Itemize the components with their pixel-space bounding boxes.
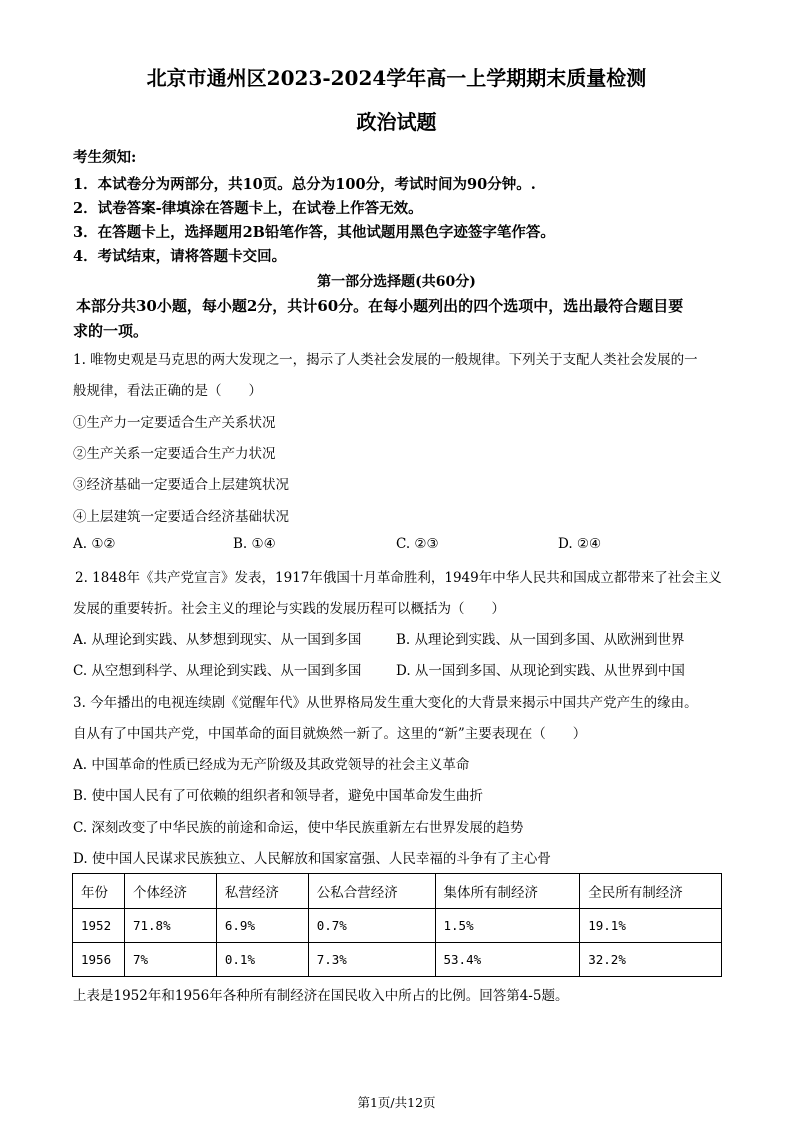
table-header-cell: 全民所有制经济 xyxy=(580,874,722,909)
section-intro-line2: 求的一项。 xyxy=(73,322,149,340)
notice-heading: 考生须知: xyxy=(73,149,137,166)
q1-option-d: D. ②④ xyxy=(558,536,602,552)
q1-option-a: A. ①② xyxy=(73,536,116,552)
table-header-cell: 公私合营经济 xyxy=(308,874,435,909)
table-cell: 1.5% xyxy=(435,909,580,943)
q1-stem-line2: 般规律，看法正确的是（ ） xyxy=(73,383,262,399)
notice-item: 4．考试结束，请将答题卡交回。 xyxy=(73,248,287,265)
q1-item: ②生产关系一定要适合生产力状况 xyxy=(73,446,276,462)
table-cell: 0.1% xyxy=(216,943,308,977)
table-cell: 32.2% xyxy=(580,943,722,977)
table-cell: 6.9% xyxy=(216,909,308,943)
q3-stem-line2: 自从有了中国共产党，中国革命的面目就焕然一新了。这里的“新”主要表现在（ ） xyxy=(73,726,587,742)
table-row xyxy=(73,943,722,977)
q1-option-b: B. ①④ xyxy=(233,536,276,552)
section-intro-line1: 本部分共30小题，每小题2分，共计60分。在每小题列出的四个选项中，选出最符合题目要 xyxy=(76,297,684,315)
notice-item: 2．试卷答案-律填涂在答题卡上，在试卷上作答无效。 xyxy=(73,200,423,217)
q1-stem-line1: 1. 唯物史观是马克思的两大发现之一，揭示了人类社会发展的一般规律。下列关于支配人类社会发展的一 xyxy=(73,352,698,368)
q1-option-c: C. ②③ xyxy=(396,536,439,552)
table-header-cell: 集体所有制经济 xyxy=(435,874,580,909)
table-header-row xyxy=(73,874,722,909)
q2-option-a: A. 从理论到实践、从梦想到现实、从一国到多国 xyxy=(73,632,362,648)
q3-option-a: A. 中国革命的性质已经成为无产阶级及其政党领导的社会主义革命 xyxy=(73,757,470,773)
table-header-cell: 个体经济 xyxy=(124,874,216,909)
table-cell: 71.8% xyxy=(124,909,216,943)
exam-title: 北京市通州区2023-2024学年高一上学期期末质量检测 xyxy=(146,66,647,90)
table-cell: 7.3% xyxy=(308,943,435,977)
table-note: 上表是1952年和1956年各种所有制经济在国民收入中所占的比例。回答第4-5题。 xyxy=(73,988,569,1004)
table-header-cell: 年份 xyxy=(73,874,125,909)
section-title: 第一部分选择题(共60分) xyxy=(317,274,476,290)
exam-subtitle: 政治试题 xyxy=(356,110,437,134)
table-header-cell: 私营经济 xyxy=(216,874,308,909)
economy-table xyxy=(72,873,722,977)
q2-option-d: D. 从一国到多国、从现论到实践、从世界到中国 xyxy=(396,663,685,679)
q1-item: ①生产力一定要适合生产关系状况 xyxy=(73,415,276,431)
table-cell: 1956 xyxy=(73,943,125,977)
q1-item: ③经济基础一定要适合上层建筑状况 xyxy=(73,477,289,493)
q3-stem-line1: 3. 今年播出的电视连续剧《觉醒年代》从世界格局发生重大变化的大背景来揭示中国共产党产生的缘由。 xyxy=(73,695,698,711)
q2-option-b: B. 从理论到实践、从一国到多国、从欧洲到世界 xyxy=(396,632,685,648)
q3-option-d: D. 使中国人民谋求民族独立、人民解放和国家富强、人民幸福的斗争有了主心骨 xyxy=(73,851,551,867)
table-cell: 53.4% xyxy=(435,943,580,977)
table-cell: 19.1% xyxy=(580,909,722,943)
table-cell: 0.7% xyxy=(308,909,435,943)
q1-item: ④上层建筑一定要适合经济基础状况 xyxy=(73,509,289,525)
q2-stem-line1: 2. 1848年《共产党宣言》发表，1917年俄国十月革命胜利，1949年中华人民共和国成立都带来了社会主义 xyxy=(75,570,722,586)
q2-stem-line2: 发展的重要转折。社会主义的理论与实践的发展历程可以概括为（ ） xyxy=(73,601,505,617)
page-number: 第1页/共12页 xyxy=(357,1095,436,1110)
q3-option-c: C. 深刻改变了中华民族的前途和命运，使中华民族重新左右世界发展的趋势 xyxy=(73,820,524,836)
q2-option-c: C. 从空想到科学、从理论到实践、从一国到多国 xyxy=(73,663,362,679)
table-cell: 7% xyxy=(124,943,216,977)
table-row xyxy=(73,909,722,943)
table-cell: 1952 xyxy=(73,909,125,943)
notice-item: 3．在答题卡上，选择题用2B铅笔作答，其他试题用黑色字迹签字笔作答。 xyxy=(73,224,555,241)
notice-item: 1．本试卷分为两部分，共10页。总分为100分，考试时间为90分钟。. xyxy=(73,176,536,193)
q3-option-b: B. 使中国人民有了可依赖的组织者和领导者，避免中国革命发生曲折 xyxy=(73,788,484,804)
